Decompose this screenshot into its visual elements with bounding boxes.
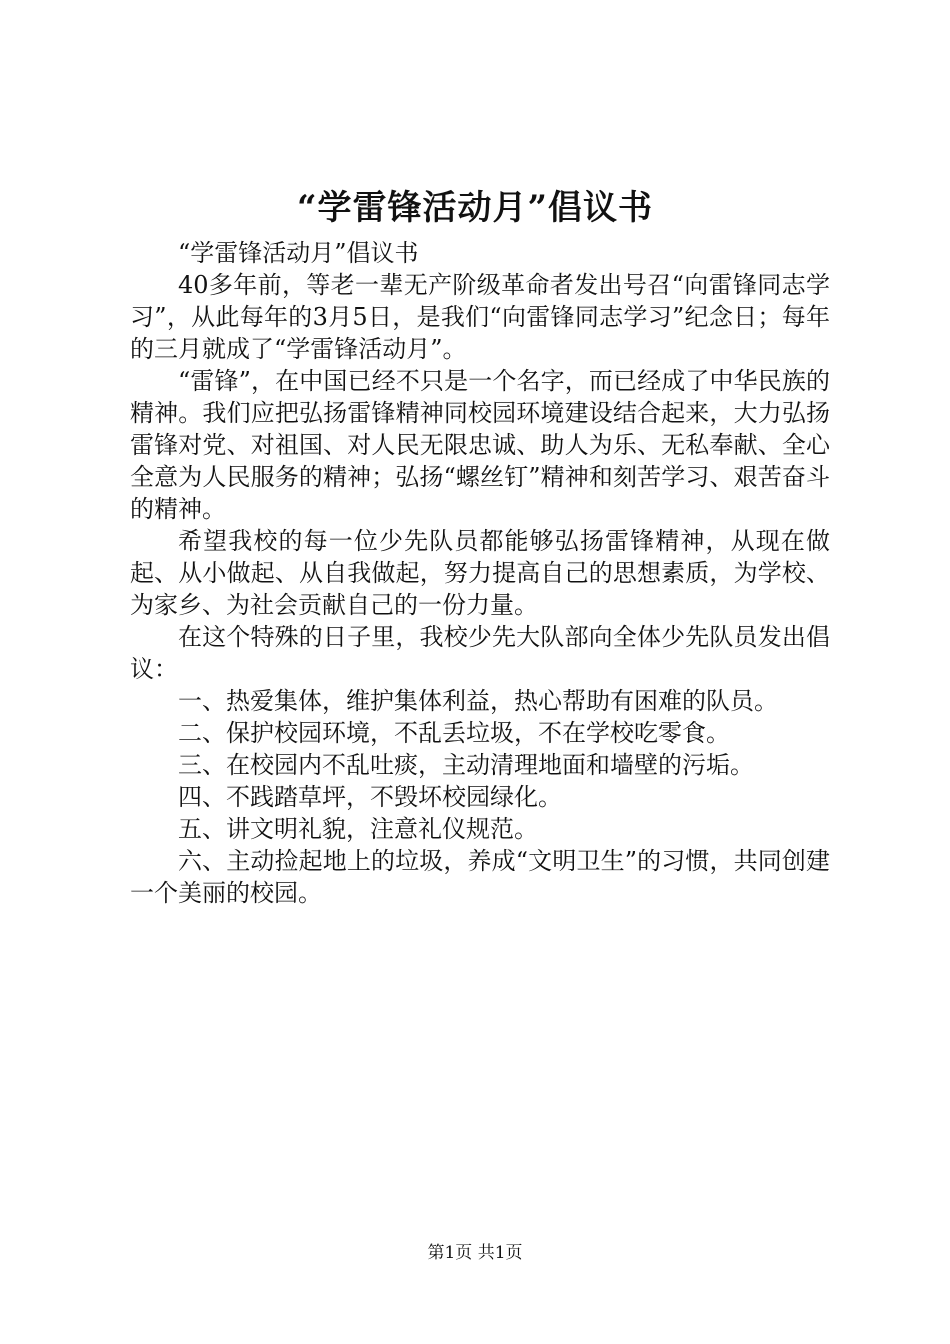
body-paragraph: 40多年前，等老一辈无产阶级革命者发出号召“向雷锋同志学习”，从此每年的3月5日，是我们“向雷锋同志学习”纪念日；每年的三月就成了“学雷锋活动月”。: [130, 271, 830, 363]
list-item: 三、在校园内不乱吐痰，主动清理地面和墙壁的污垢。: [178, 751, 754, 779]
document-body: [130, 237, 830, 909]
body-paragraph: “雷锋”，在中国已经不只是一个名字，而已经成了中华民族的精神。我们应把弘扬雷锋精神同校园环境建设结合起来，大力弘扬雷锋对党、对祖国、对人民无限忠诚、助人为乐、无私奉献、全心全意为人民服务的精神；弘扬“螺丝钉”精神和刻苦学习、艰苦奋斗的精神。: [130, 367, 830, 523]
document-title: “学雷锋活动月”倡议书: [296, 188, 654, 228]
list-item: 一、热爱集体，维护集体利益，热心帮助有困难的队员。: [178, 687, 778, 715]
body-paragraph: 希望我校的每一位少先队员都能够弘扬雷锋精神，从现在做起、从小做起、从自我做起，努力提高自己的思想素质，为学校、为家乡、为社会贡献自己的一份力量。: [130, 527, 830, 619]
list-item: 二、保护校园环境，不乱丢垃圾，不在学校吃零食。: [178, 719, 730, 747]
list-item: 四、不践踏草坪，不毁坏校园绿化。: [178, 783, 562, 811]
page-number-footer: 第1页 共1页: [427, 1243, 523, 1263]
subtitle-paragraph: “学雷锋活动月”倡议书: [178, 239, 419, 267]
body-paragraph: 在这个特殊的日子里，我校少先大队部向全体少先队员发出倡议：: [130, 623, 830, 683]
list-item: 六、主动捡起地上的垃圾，养成“文明卫生”的习惯，共同创建一个美丽的校园。: [130, 847, 830, 907]
list-item: 五、讲文明礼貌，注意礼仪规范。: [178, 815, 538, 843]
